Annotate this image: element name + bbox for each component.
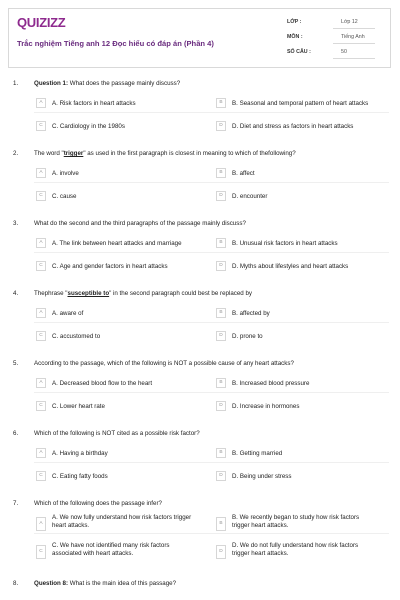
option-letter-box: D [216, 471, 226, 481]
option-text: D. prone to [232, 333, 263, 340]
option-letter-box: B [216, 517, 226, 531]
option-text: A. involve [52, 170, 79, 177]
option-letter-box: B [216, 168, 226, 178]
option-text: D. Increase in hormones [232, 403, 300, 410]
question-number: 4. [13, 290, 19, 297]
option-letter-box: A [36, 238, 46, 248]
option-letter-box: B [216, 378, 226, 388]
option-letter-box: A [36, 308, 46, 318]
question-text-part: Which of the following is NOT cited as a possible risk factor? [34, 430, 200, 437]
option-text: C. Age and gender factors in heart attacks [52, 263, 168, 270]
option-text: B. affect [232, 170, 255, 177]
option-letter-box: A [36, 378, 46, 388]
meta-underline [333, 43, 375, 44]
question-number: 1. [13, 80, 19, 87]
option-text: B. affected by [232, 310, 270, 317]
option-text: C. accustomed to [52, 333, 101, 340]
question-text-part: According to the passage, which of the following is NOT a possible cause of any heart attacks? [34, 360, 294, 367]
meta-value: Lớp 12 [341, 19, 358, 25]
question-text [34, 80, 384, 87]
meta-label: SỐ CÂU : [287, 49, 311, 55]
quizizz-logo: QUIZIZZ [17, 15, 66, 30]
worksheet-title: Trắc nghiệm Tiếng anh 12 Đọc hiểu có đáp án (Phần 4) [17, 39, 214, 48]
option-text: D. encounter [232, 193, 268, 200]
question-text [34, 430, 384, 437]
meta-value: 50 [341, 49, 347, 55]
question-number: 8. [13, 580, 19, 587]
option-letter-box: C [36, 471, 46, 481]
question-number: 5. [13, 360, 19, 367]
option-text: A. The link between heart attacks and marriage [52, 240, 182, 247]
question-text-part: What do the second and the third paragraphs of the passage mainly discuss? [34, 220, 246, 227]
option-letter-box: B [216, 238, 226, 248]
question-number: 2. [13, 150, 19, 157]
option-row-divider [34, 322, 389, 323]
question-number: 3. [13, 220, 19, 227]
option-text: A. Having a birthday [52, 450, 108, 457]
option-text: B. Getting married [232, 450, 283, 457]
option-letter-box: C [36, 191, 46, 201]
meta-label: MÔN : [287, 34, 303, 40]
option-text: B. Unusual risk factors in heart attacks [232, 240, 338, 247]
question-text-part: susceptible to [67, 290, 110, 297]
option-row-divider [34, 182, 389, 183]
option-row-divider [34, 533, 389, 534]
option-letter-box: D [216, 545, 226, 559]
question-text-part: What does the passage mainly discuss? [68, 80, 181, 87]
question-text [34, 580, 384, 587]
question-text-part: Question 1: [34, 80, 69, 87]
question-text-part: What is the main idea of this passage? [68, 580, 177, 587]
option-text: A. aware of [52, 310, 84, 317]
option-row-divider [34, 112, 389, 113]
option-letter-box: D [216, 121, 226, 131]
option-text: C. Cardiology in the 1980s [52, 123, 125, 130]
option-letter-box: C [36, 331, 46, 341]
question-text [34, 500, 384, 507]
worksheet-header [8, 8, 391, 68]
option-text: A. Risk factors in heart attacks [52, 100, 136, 107]
question-text [34, 150, 384, 157]
option-letter-box: D [216, 191, 226, 201]
option-text: C. cause [52, 193, 77, 200]
question-text-part: The word " [34, 150, 64, 157]
question-text [34, 290, 384, 297]
option-text: B. Seasonal and temporal pattern of heart attacks [232, 100, 369, 107]
option-text: B. Increased blood pressure [232, 380, 310, 387]
meta-label: LỚP : [287, 19, 302, 25]
question-number: 6. [13, 430, 19, 437]
option-letter-box: B [216, 308, 226, 318]
option-letter-box: D [216, 261, 226, 271]
question-text-part: Thephrase " [34, 290, 68, 297]
option-text: A. Decreased blood flow to the heart [52, 380, 153, 387]
question-text-part: Which of the following does the passage infer? [34, 500, 162, 507]
question-text-part: " in the second paragraph could best be replaced by [109, 290, 252, 297]
option-text: D. Myths about lifestyles and heart attacks [232, 263, 349, 270]
meta-value: Tiếng Anh [341, 34, 365, 40]
option-text: C. Lower heart rate [52, 403, 105, 410]
option-letter-box: C [36, 545, 46, 559]
option-letter-box: D [216, 331, 226, 341]
option-text: D. Diet and stress as factors in heart attacks [232, 123, 354, 130]
question-text-part: Question 8: [34, 580, 69, 587]
meta-underline [333, 58, 375, 59]
option-text: D. Being under stress [232, 473, 292, 480]
option-text: C. Eating fatty foods [52, 473, 108, 480]
question-number: 7. [13, 500, 19, 507]
option-letter-box: C [36, 121, 46, 131]
question-text-part: trigger [63, 150, 84, 157]
option-letter-box: A [36, 98, 46, 108]
option-letter-box: A [36, 448, 46, 458]
meta-underline [333, 28, 375, 29]
option-letter-box: B [216, 448, 226, 458]
option-text: A. We now fully understand how risk factors trigger heart attacks. [52, 514, 192, 529]
option-text: D. We do not fully understand how risk factors trigger heart attacks. [232, 542, 359, 557]
option-row-divider [34, 462, 389, 463]
option-text: C. We have not identified many risk factors associated with heart attacks. [52, 542, 170, 557]
question-text [34, 360, 384, 367]
option-letter-box: A [36, 517, 46, 531]
question-text [34, 220, 384, 227]
option-letter-box: A [36, 168, 46, 178]
option-row-divider [34, 392, 389, 393]
question-text-part: " as used in the first paragraph is closest in meaning to which of thefollowing? [83, 150, 296, 157]
option-letter-box: B [216, 98, 226, 108]
option-letter-box: C [36, 401, 46, 411]
option-letter-box: D [216, 401, 226, 411]
option-text: B. We recently began to study how risk factors trigger heart attacks. [232, 514, 360, 529]
option-letter-box: C [36, 261, 46, 271]
option-row-divider [34, 252, 389, 253]
